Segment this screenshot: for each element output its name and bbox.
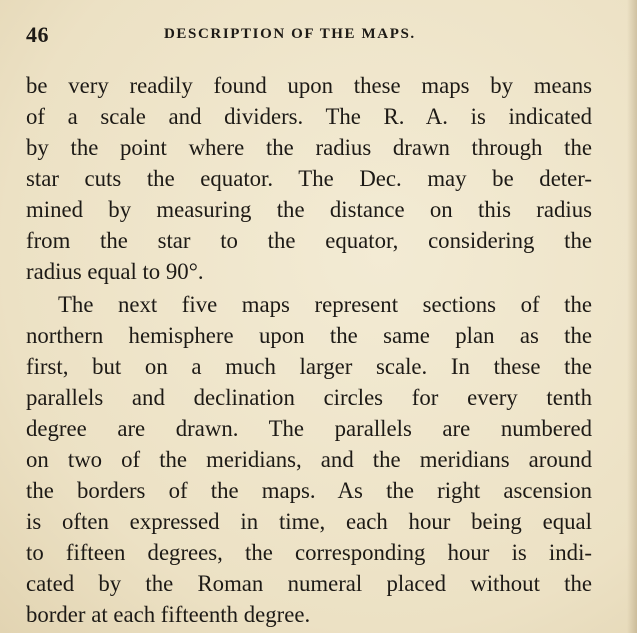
page-number: 46 [26, 22, 49, 47]
paragraph-1 [26, 70, 592, 287]
text-line: first, but on a much larger scale. In these the [26, 354, 592, 379]
text-line: parallels and declination circles for every tenth [26, 385, 592, 410]
text-line: by the point where the radius drawn through the [26, 135, 592, 160]
text-line: northern hemisphere upon the same plan as the [26, 323, 592, 348]
body-text [26, 70, 592, 630]
text-line: from the star to the equator, considering the [26, 228, 592, 253]
text-line: of a scale and dividers. The R. A. is indicated [26, 104, 592, 129]
text-line: star cuts the equator. The Dec. may be deter- [26, 166, 592, 191]
text-line: degree are drawn. The parallels are numbered [26, 416, 592, 441]
paragraph-2 [26, 289, 592, 630]
running-head [26, 22, 592, 52]
text-line: mined by measuring the distance on this radius [26, 197, 592, 222]
text-line: border at each fifteenth degree. [26, 602, 311, 627]
text-line: to fifteen degrees, the corresponding hour is indi- [26, 540, 592, 565]
text-line: is often expressed in time, each hour being equal [26, 509, 592, 534]
text-line: The next five maps represent sections of the [58, 292, 592, 317]
text-line: radius equal to 90°. [26, 259, 204, 284]
text-line: on two of the meridians, and the meridians around [26, 447, 592, 472]
running-title: DESCRIPTION OF THE MAPS. [164, 26, 416, 42]
page-edge-shadow [627, 0, 637, 633]
text-line: cated by the Roman numeral placed without the [26, 571, 592, 596]
text-line: the borders of the maps. As the right ascension [26, 478, 592, 503]
text-line: be very readily found upon these maps by means [26, 73, 592, 98]
